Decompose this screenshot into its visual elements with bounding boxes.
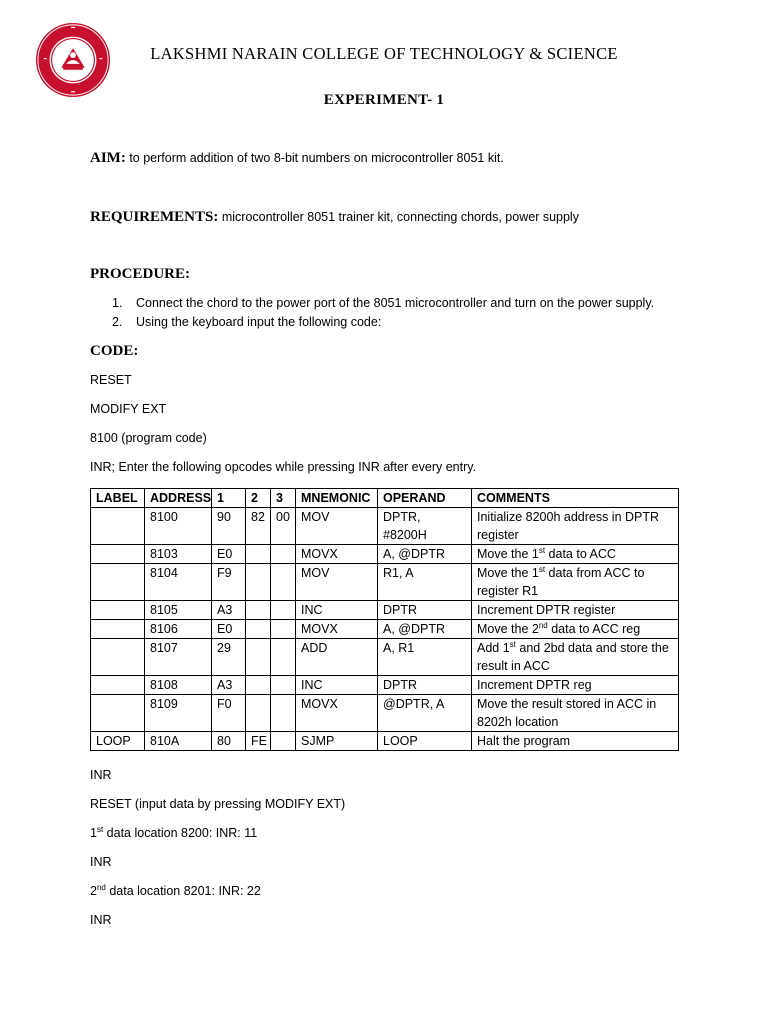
address-cell: 8107 (145, 639, 212, 676)
byte1-cell: F9 (212, 564, 246, 601)
mnemonic-cell: ADD (296, 639, 378, 676)
comment-cell: Add 1st and 2bd data and store the result in ACC (472, 639, 679, 676)
mnemonic-cell: MOVX (296, 545, 378, 564)
requirements-text: microcontroller 8051 trainer kit, connecting chords, power supply (221, 210, 579, 224)
byte3-cell (271, 601, 296, 620)
byte1-cell: E0 (212, 545, 246, 564)
table-row (91, 732, 679, 751)
byte2-cell (246, 676, 271, 695)
byte2-cell (246, 695, 271, 732)
comment-cell: Move the result stored in ACC in 8202h location (472, 695, 679, 732)
comment-cell: Move the 2nd data to ACC reg (472, 620, 679, 639)
address-cell: 8108 (145, 676, 212, 695)
byte1-cell: E0 (212, 620, 246, 639)
table-row (91, 601, 679, 620)
table-row (91, 639, 679, 676)
byte1-cell: 80 (212, 732, 246, 751)
code-line: RESET (90, 373, 132, 387)
code-line: 1st data location 8200: INR: 11 (90, 824, 258, 840)
byte2-cell: FE (246, 732, 271, 751)
byte2-cell: 82 (246, 508, 271, 545)
byte3-cell (271, 564, 296, 601)
college-name: LAKSHMI NARAIN COLLEGE OF TECHNOLOGY & SCIENCE (150, 44, 618, 63)
requirements-label: REQUIREMENTS: (90, 209, 219, 225)
byte2-cell (246, 564, 271, 601)
table-row (91, 508, 679, 545)
byte3-cell: 00 (271, 508, 296, 545)
address-cell: 810A (145, 732, 212, 751)
label-cell (91, 620, 145, 639)
byte2-cell (246, 601, 271, 620)
code-line: INR (90, 768, 112, 782)
byte1-cell: A3 (212, 676, 246, 695)
label-cell (91, 545, 145, 564)
code-line: INR; Enter the following opcodes while pressing INR after every entry. (90, 460, 477, 474)
procedure-step: 1. Connect the chord to the power port of the 8051 microcontroller and turn on the power supply. (112, 296, 655, 310)
byte2-cell (246, 545, 271, 564)
table-row (91, 695, 679, 732)
byte3-cell (271, 695, 296, 732)
comment-cell: Move the 1st data to ACC (472, 545, 679, 564)
code-line: MODIFY EXT (90, 402, 167, 416)
comment-cell: Halt the program (472, 732, 679, 751)
mnemonic-cell: MOVX (296, 620, 378, 639)
byte3-cell (271, 620, 296, 639)
mnemonic-cell: INC (296, 601, 378, 620)
procedure-heading: PROCEDURE: (90, 266, 190, 282)
column-header: 2 (246, 489, 271, 508)
byte3-cell (271, 676, 296, 695)
experiment-title: EXPERIMENT- 1 (323, 92, 445, 108)
byte1-cell: A3 (212, 601, 246, 620)
operand-cell: DPTR (378, 676, 472, 695)
table-row (91, 620, 679, 639)
code-line: RESET (input data by pressing MODIFY EXT) (90, 797, 346, 811)
byte1-cell: F0 (212, 695, 246, 732)
operand-cell: A, @DPTR (378, 545, 472, 564)
aim-text: to perform addition of two 8-bit numbers on microcontroller 8051 kit. (129, 151, 504, 165)
address-cell: 8100 (145, 508, 212, 545)
code-line: INR (90, 855, 112, 869)
table-row (91, 564, 679, 601)
operand-cell: A, R1 (378, 639, 472, 676)
table-row (91, 676, 679, 695)
mnemonic-cell: INC (296, 676, 378, 695)
operand-cell: @DPTR, A (378, 695, 472, 732)
mnemonic-cell: MOV (296, 564, 378, 601)
comment-cell: Increment DPTR register (472, 601, 679, 620)
table-header-row (91, 489, 679, 508)
column-header: LABEL (91, 489, 145, 508)
comment-cell: Move the 1st data from ACC to register R1 (472, 564, 679, 601)
opcode-table (90, 488, 679, 751)
column-header: MNEMONIC (296, 489, 378, 508)
column-header: OPERAND (378, 489, 472, 508)
code-line: 2nd data location 8201: INR: 22 (90, 882, 261, 898)
address-cell: 8105 (145, 601, 212, 620)
label-cell (91, 695, 145, 732)
label-cell (91, 601, 145, 620)
column-header: 3 (271, 489, 296, 508)
comment-cell: Increment DPTR reg (472, 676, 679, 695)
column-header: COMMENTS (472, 489, 679, 508)
address-cell: 8103 (145, 545, 212, 564)
code-heading: CODE: (90, 343, 139, 359)
code-line: 8100 (program code) (90, 431, 207, 445)
label-cell (91, 564, 145, 601)
label-cell (91, 639, 145, 676)
byte1-cell: 90 (212, 508, 246, 545)
procedure-step: 2. Using the keyboard input the following code: (112, 315, 382, 329)
address-cell: 8106 (145, 620, 212, 639)
label-cell (91, 676, 145, 695)
address-cell: 8104 (145, 564, 212, 601)
label-cell: LOOP (91, 732, 145, 751)
aim-label: AIM: (90, 150, 126, 166)
requirements-line (90, 209, 579, 226)
mnemonic-cell: MOV (296, 508, 378, 545)
byte2-cell (246, 620, 271, 639)
operand-cell: R1, A (378, 564, 472, 601)
address-cell: 8109 (145, 695, 212, 732)
comment-cell: Initialize 8200h address in DPTR register (472, 508, 679, 545)
mnemonic-cell: SJMP (296, 732, 378, 751)
code-line: INR (90, 913, 112, 927)
operand-cell: DPTR (378, 601, 472, 620)
mnemonic-cell: MOVX (296, 695, 378, 732)
byte3-cell (271, 545, 296, 564)
table-row (91, 545, 679, 564)
operand-cell: LOOP (378, 732, 472, 751)
operand-cell: A, @DPTR (378, 620, 472, 639)
byte3-cell (271, 732, 296, 751)
aim-line (90, 150, 504, 167)
column-header: ADDRESS (145, 489, 212, 508)
byte3-cell (271, 639, 296, 676)
column-header: 1 (212, 489, 246, 508)
label-cell (91, 508, 145, 545)
byte1-cell: 29 (212, 639, 246, 676)
operand-cell: DPTR, #8200H (378, 508, 472, 545)
byte2-cell (246, 639, 271, 676)
